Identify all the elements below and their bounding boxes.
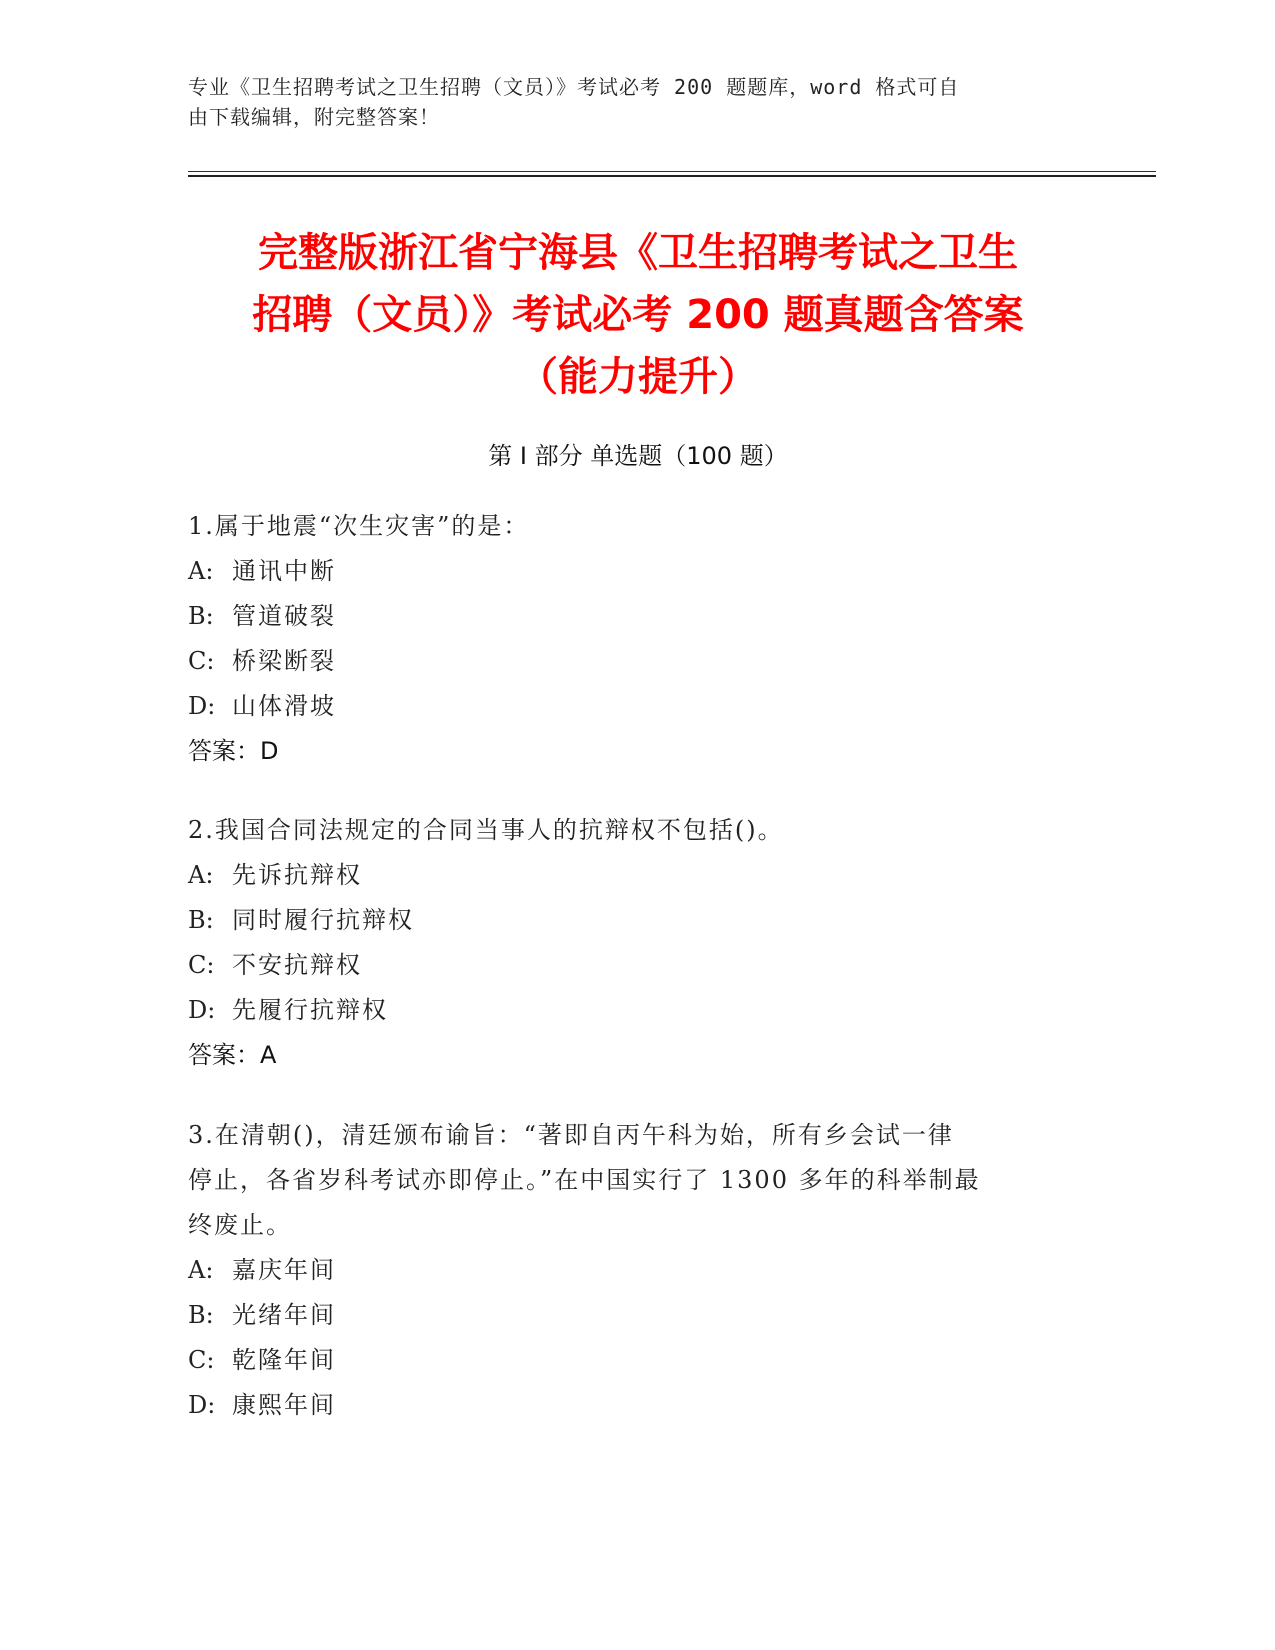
question-2 xyxy=(188,808,1088,1078)
option-c xyxy=(188,943,1088,988)
option-text: 光绪年间 xyxy=(232,1301,336,1329)
option-key: A: xyxy=(188,557,214,585)
title-line-2: 招聘（文员）》考试必考 200 题真题含答案 xyxy=(252,292,1024,338)
option-key: C: xyxy=(188,647,215,675)
header-divider-thick xyxy=(188,175,1156,177)
option-key: B: xyxy=(188,602,214,630)
intro-line-2: 由下载编辑，附完整答案！ xyxy=(188,105,440,129)
option-a xyxy=(188,549,1088,594)
option-key: B: xyxy=(188,906,214,934)
option-text: 同时履行抗辩权 xyxy=(232,906,414,934)
option-key: D: xyxy=(188,996,216,1024)
option-key: C: xyxy=(188,1346,215,1374)
option-text: 通讯中断 xyxy=(232,557,336,585)
option-text: 管道破裂 xyxy=(232,602,336,630)
option-text: 乾隆年间 xyxy=(232,1346,336,1374)
option-d xyxy=(188,1383,1088,1428)
option-c xyxy=(188,1338,1088,1383)
header-divider-thin xyxy=(188,171,1156,172)
question-stem: 2.我国合同法规定的合同当事人的抗辩权不包括()。 xyxy=(188,816,784,844)
title-line-3: （能力提升） xyxy=(518,354,758,400)
option-a xyxy=(188,1248,1088,1293)
option-text: 康熙年间 xyxy=(232,1391,336,1419)
option-b xyxy=(188,594,1088,639)
option-key: C: xyxy=(188,951,215,979)
intro-paragraph xyxy=(188,72,1088,132)
option-key: D: xyxy=(188,1391,216,1419)
option-c xyxy=(188,639,1088,684)
answer-line: 答案：A xyxy=(188,1041,277,1069)
question-stem-line-1: 3.在清朝()，清廷颁布谕旨：“著即自丙午科为始，所有乡会试一律 xyxy=(188,1121,954,1149)
option-d xyxy=(188,988,1088,1033)
option-text: 桥梁断裂 xyxy=(232,647,336,675)
option-key: B: xyxy=(188,1301,214,1329)
option-text: 嘉庆年间 xyxy=(232,1256,336,1284)
question-stem: 1.属于地震“次生灾害”的是： xyxy=(188,512,530,540)
option-d xyxy=(188,684,1088,729)
question-stem-line-2: 停止，各省岁科考试亦即停止。”在中国实行了 1300 多年的科举制最 xyxy=(188,1166,981,1194)
section-heading: 第 I 部分 单选题（100 题） xyxy=(488,442,788,470)
option-key: D: xyxy=(188,692,216,720)
document-title xyxy=(188,222,1088,408)
option-a xyxy=(188,853,1088,898)
option-b xyxy=(188,898,1088,943)
question-3 xyxy=(188,1113,1088,1428)
intro-line-1: 专业《卫生招聘考试之卫生招聘（文员）》考试必考 200 题题库，word 格式可自 xyxy=(188,75,960,99)
answer-line: 答案：D xyxy=(188,737,279,765)
question-stem-line-3: 终废止。 xyxy=(188,1211,292,1239)
option-text: 不安抗辩权 xyxy=(232,951,362,979)
title-line-1: 完整版浙江省宁海县《卫生招聘考试之卫生 xyxy=(258,230,1018,276)
option-key: A: xyxy=(188,1256,214,1284)
option-text: 山体滑坡 xyxy=(232,692,336,720)
option-text: 先履行抗辩权 xyxy=(232,996,388,1024)
option-key: A: xyxy=(188,861,214,889)
question-1 xyxy=(188,504,1088,774)
option-text: 先诉抗辩权 xyxy=(232,861,362,889)
option-b xyxy=(188,1293,1088,1338)
